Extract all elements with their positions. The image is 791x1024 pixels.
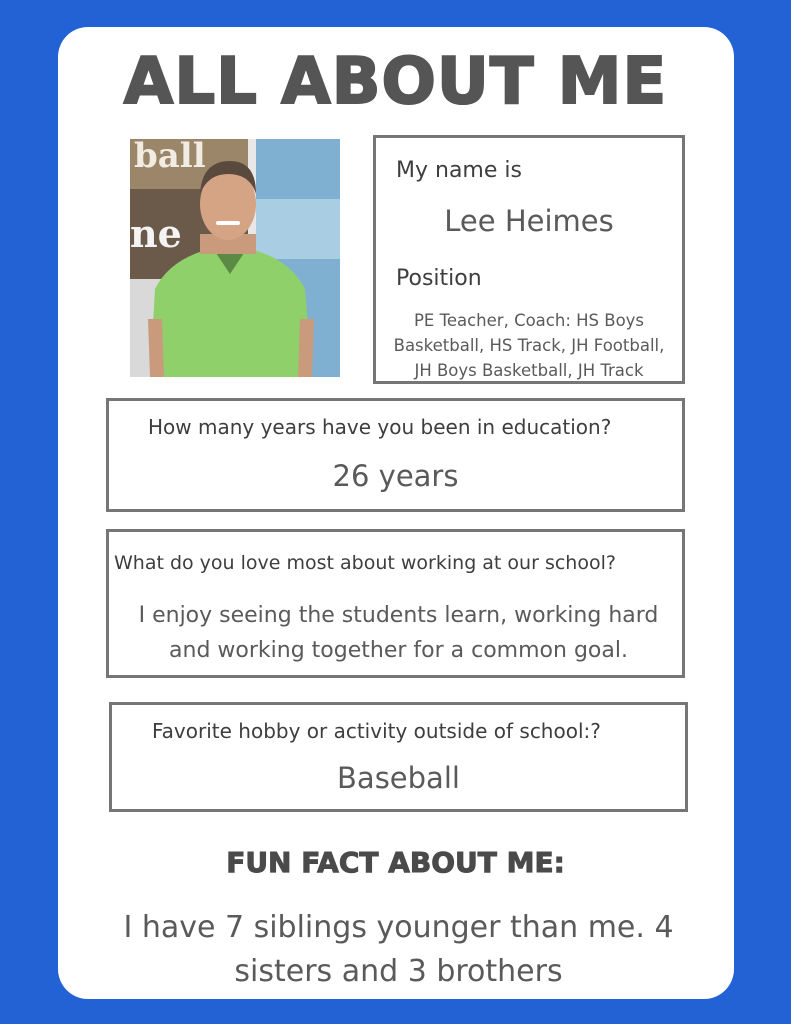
hobby-question: Favorite hobby or activity outside of school:? [152, 719, 601, 743]
position-line: JH Boys Basketball, JH Track [414, 361, 644, 380]
position-value [376, 308, 682, 383]
hobby-box [109, 702, 688, 812]
person-photo-icon [130, 139, 340, 377]
position-line: PE Teacher, Coach: HS Boys [413, 311, 645, 330]
position-label: Position [396, 266, 482, 291]
name-position-box [373, 135, 685, 384]
years-answer: 26 years [332, 459, 459, 493]
fun-fact-heading: FUN FACT ABOUT ME: [226, 846, 565, 879]
love-answer [109, 598, 688, 668]
love-box [106, 529, 685, 678]
name-label: My name is [396, 158, 522, 183]
hobby-answer: Baseball [337, 761, 460, 795]
page-title: ALL ABOUT ME [123, 45, 668, 119]
years-question: How many years have you been in education? [148, 415, 612, 439]
fun-fact-text [0, 906, 791, 994]
name-value: Lee Heimes [444, 204, 614, 238]
fun-fact-line: I have 7 siblings younger than me. 4 [123, 910, 674, 945]
photo-sign-text-1: ball [134, 139, 206, 176]
love-answer-line: and working together for a common goal. [169, 638, 628, 663]
profile-photo [130, 139, 340, 377]
love-question: What do you love most about working at our school? [114, 552, 616, 574]
fun-fact-line: sisters and 3 brothers [234, 954, 563, 989]
position-line: Basketball, HS Track, JH Football, [393, 336, 665, 355]
years-box [106, 398, 685, 512]
love-answer-line: I enjoy seeing the students learn, working hard [138, 603, 659, 628]
photo-sign-text-2: ne [130, 211, 182, 256]
